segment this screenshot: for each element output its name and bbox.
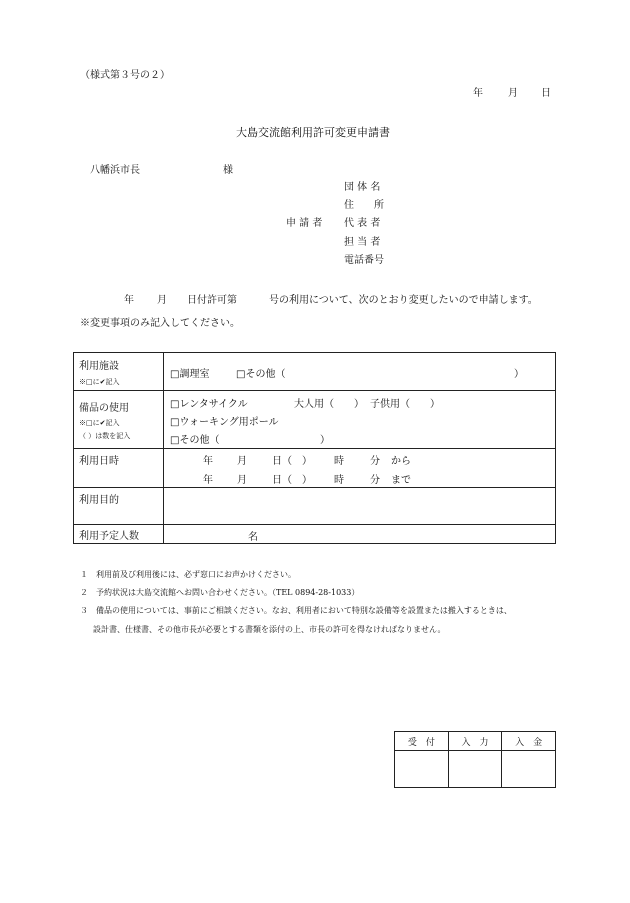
body-year: 年 <box>124 295 134 306</box>
office-header-received: 受 付 <box>395 732 449 751</box>
office-header-row <box>395 732 556 751</box>
equipment-label-cell <box>74 391 164 449</box>
office-stamp-payment <box>502 751 556 788</box>
office-use-table <box>394 731 556 788</box>
applicant-field-group-name: 団 体 名 <box>344 182 381 193</box>
people-label: 利用予定人数 <box>79 530 139 542</box>
office-stamp-entered <box>448 751 502 788</box>
applicant-field-contact-person: 担 当 者 <box>344 237 381 248</box>
facility-value-cell <box>164 353 556 391</box>
adult-bicycle-count[interactable]: 大人用（ ） <box>294 399 364 410</box>
body-request-text: 号の利用について、次のとおり変更したいので申請します。 <box>269 295 538 306</box>
child-bicycle-count[interactable]: 子供用（ ） <box>370 399 440 410</box>
date-year: 年 <box>473 88 483 99</box>
end-month: 月 <box>237 475 247 486</box>
date-month: 月 <box>508 88 518 99</box>
end-day: 日（ ） <box>272 475 312 486</box>
facility-other-close: ） <box>514 369 524 380</box>
people-unit: 名 <box>248 532 258 543</box>
rental-bicycle-checkbox[interactable]: □レンタサイクル <box>170 399 248 410</box>
people-row <box>74 525 556 544</box>
end-hour: 時 <box>334 475 344 486</box>
body-note: ※変更事項のみ記入してください。 <box>80 318 240 329</box>
office-stamp-row <box>395 751 556 788</box>
datetime-label-cell <box>74 449 164 488</box>
walking-pole-checkbox[interactable]: □ウォーキング用ポール <box>170 417 279 428</box>
equipment-label: 備品の使用 <box>79 402 129 414</box>
start-hour: 時 <box>334 456 344 467</box>
addressee-honorific: 様 <box>223 165 233 176</box>
start-from: から <box>391 456 411 467</box>
datetime-label: 利用日時 <box>79 456 119 467</box>
facility-label-cell <box>74 353 164 391</box>
end-year: 年 <box>203 475 213 486</box>
facility-other-checkbox[interactable]: □その他（ <box>236 369 286 380</box>
equipment-other-checkbox[interactable]: □その他（ <box>170 435 220 446</box>
addressee-name: 八幡浜市長 <box>90 165 140 176</box>
datetime-row <box>74 449 556 488</box>
office-header-payment: 入 金 <box>502 732 556 751</box>
purpose-input-cell[interactable] <box>164 488 556 525</box>
date-day: 日 <box>541 88 551 99</box>
applicant-field-phone: 電話番号 <box>344 255 384 266</box>
people-input-cell[interactable] <box>164 525 556 544</box>
purpose-label-cell <box>74 488 164 525</box>
end-minute: 分 <box>370 475 380 486</box>
facility-sub-label: ※□に✔記入 <box>79 377 120 386</box>
datetime-value-cell[interactable] <box>164 449 556 488</box>
start-year: 年 <box>203 456 213 467</box>
equipment-row <box>74 391 556 449</box>
office-header-entered: 入 力 <box>448 732 502 751</box>
document-title: 大島交流館利用許可変更申請書 <box>236 126 390 139</box>
equipment-sub-label-count: （ ）は数を記入 <box>79 431 131 440</box>
start-minute: 分 <box>370 456 380 467</box>
start-month: 月 <box>237 456 247 467</box>
start-day: 日（ ） <box>272 456 312 467</box>
facility-label: 利用施設 <box>79 360 119 372</box>
note-2: ２ 予約状況は大島交流館へお問い合わせください。（TEL 0894-28-1033） <box>80 588 360 597</box>
applicant-field-address: 住 所 <box>344 200 384 211</box>
note-3-continued: 設計書、仕様書、その他市長が必要とする書類を添付の上、市長の許可を得なければなりません。 <box>93 625 446 634</box>
purpose-label: 利用目的 <box>79 495 119 506</box>
facility-cooking-room-checkbox[interactable]: □調理室 <box>170 369 210 380</box>
people-label-cell <box>74 525 164 544</box>
office-stamp-received <box>395 751 449 788</box>
body-month: 月 <box>157 295 167 306</box>
note-3: ３ 備品の使用については、事前にご相談ください。なお、利用者において特別な設備等を設置または搬入するときは、 <box>80 606 512 615</box>
change-details-table <box>73 352 556 544</box>
end-until: まで <box>391 475 411 486</box>
facility-row <box>74 353 556 391</box>
purpose-row <box>74 488 556 525</box>
applicant-label: 申 請 者 <box>286 218 323 229</box>
body-permit-date: 日付許可第 <box>187 295 237 306</box>
note-1: １ 利用前及び利用後には、必ず窓口にお声かけください。 <box>80 570 296 579</box>
applicant-field-representative: 代 表 者 <box>344 218 381 229</box>
form-number: （様式第３号の２） <box>80 70 170 81</box>
equipment-value-cell <box>164 391 556 449</box>
equipment-sub-label-check: ※□に✔記入 <box>79 418 120 427</box>
equipment-other-close: ） <box>320 435 330 446</box>
